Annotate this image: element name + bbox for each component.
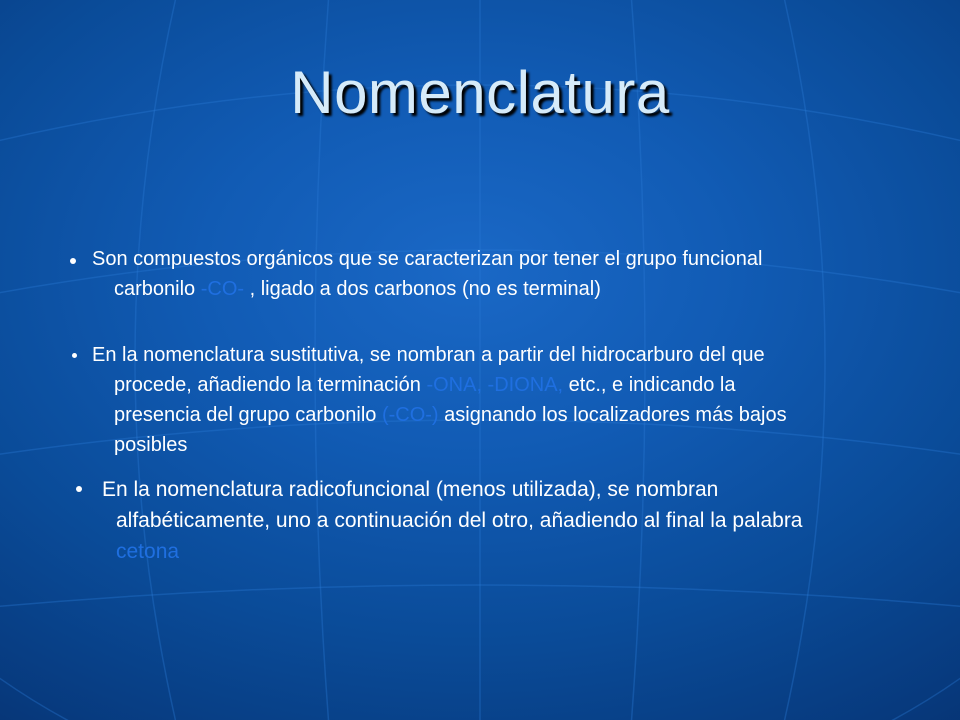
bullet-2-line1: En la nomenclatura sustitutiva, se nombran a partir del hidrocarburo del que [92,344,765,366]
bullet-3-line2: alfabéticamente, uno a continuación del otro, añadiendo al final la palabra [116,509,803,532]
bullet-dot-icon [76,486,82,492]
bullet-1-line1: Son compuestos orgánicos que se caracterizan por tener el grupo funcional [92,248,763,270]
slide-title: Nomenclatura [290,59,670,126]
ketone-word-highlight: cetona [116,540,180,563]
bullet-2-line2: procede, añadiendo la terminación -ONA, -DIONA, etc., e indicando la [114,374,736,396]
bullet-3-line1: En la nomenclatura radicofuncional (menos utilizada), se nombran [102,478,719,501]
carbonyl-highlight: -CO- [200,278,245,300]
bullet-paragraph-2 [92,340,942,460]
bullet-dot-icon [70,258,76,264]
bullet-dot-icon [72,353,77,358]
suffix-highlight: -ONA, -DIONA, [426,374,564,396]
carbonyl-group-highlight: (-CO-) [381,404,439,426]
bullet-2-line3: presencia del grupo carbonilo (-CO-) asignando los localizadores más bajos [114,404,787,426]
bullet-1-line2: carbonilo -CO- , ligado a dos carbonos (no es terminal) [114,278,601,300]
bullet-paragraph-1 [92,244,942,304]
bullet-2-line4: posibles [114,434,188,456]
bullet-paragraph-3 [102,474,948,567]
